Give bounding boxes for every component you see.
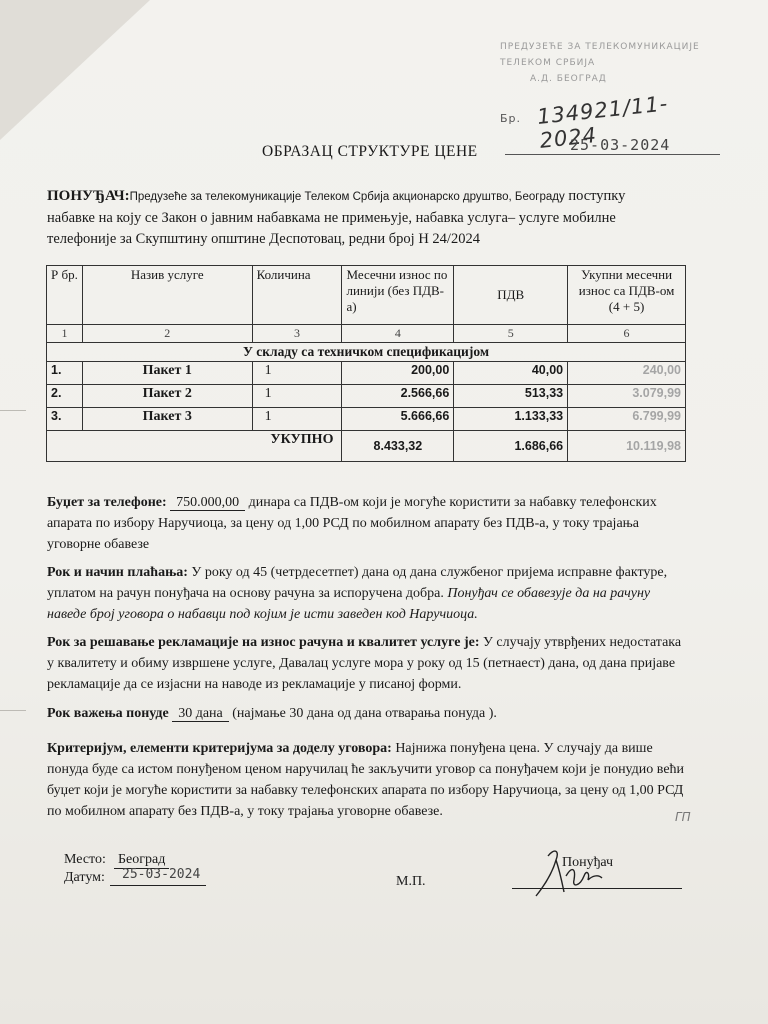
total-monthly: 8.433,32: [342, 431, 454, 462]
total-vat: 1.686,66: [454, 431, 568, 462]
complaints-text: У случају утврђених недостатака у квалитету и обиму извршене услуге, Давалац услуге мора у року од 15 (петнаест) дана, од дана пријаве рекламације да се изјасни на наводе из рекламације у писаној форми.: [47, 635, 682, 692]
bidder-text-1: поступку: [564, 188, 626, 204]
date-label: Датум:: [64, 870, 105, 885]
column-number: 3: [252, 325, 342, 343]
table-column-numbers: [47, 325, 686, 343]
validity-text: (најмање 30 дана од дана отварања понуда ).: [228, 706, 497, 721]
header-quantity: Количина: [252, 266, 342, 325]
place-value: Београд: [114, 852, 169, 869]
total-total: 10.119,98: [568, 431, 686, 462]
table-row: [47, 362, 686, 385]
table-spec-row: [47, 343, 686, 362]
row-no: 3.: [47, 408, 83, 431]
budget-text-2: набавку телефонских апарата по избору Наручиоца, за цену од 1,00 РСД по мобилном апарату без ПДВ-а, у току трајања уговорне обавезе: [47, 495, 657, 552]
payment-note: Понуђач се обавезује да на рачуну наведе број уговора о набавци под којим је исти заведен код Наручиоца.: [47, 586, 651, 622]
seal-label: М.П.: [396, 874, 426, 889]
signature-block: [64, 852, 704, 912]
header-total: Укупни месечни износ са ПДВ-ом (4 + 5): [568, 266, 686, 325]
payment-paragraph: [47, 562, 687, 625]
margin-mark: [0, 410, 26, 411]
row-no: 1.: [47, 362, 83, 385]
payment-text: У року од 45 (четрдесетпет) дана од дана службеног пријема исправне фактуре, уплатом на рачун понуђача на основу рачуна за испоручена добра.: [47, 565, 668, 601]
date-underline: [110, 885, 206, 886]
validity-label: Рок важења понуде: [47, 706, 169, 721]
stamp-prefix: Бр.: [500, 112, 522, 125]
criteria-paragraph: [47, 738, 687, 822]
budget-paragraph: [47, 492, 687, 555]
bidder-name: Предузеће за телекомуникације Телеком Србија акционарско друштво, Београду: [129, 191, 565, 203]
header-vat: ПДВ: [454, 266, 568, 325]
date-value: 25-03-2024: [122, 867, 201, 882]
complaints-label: Рок за решавање рекламације на износ рачуна и квалитет услуге је:: [47, 635, 480, 650]
folded-corner: [0, 0, 150, 140]
row-vat: 1.133,33: [454, 408, 568, 431]
price-structure-table: [46, 265, 686, 462]
row-vat: 40,00: [454, 362, 568, 385]
row-quantity: 1: [252, 408, 342, 431]
bidder-sign-label: Понуђач: [562, 855, 614, 870]
column-number: 1: [47, 325, 83, 343]
criteria-label: Критеријум, елементи критеријума за доделу уговора:: [47, 741, 392, 756]
column-number: 6: [568, 325, 686, 343]
total-label: УКУПНО: [47, 431, 342, 462]
budget-text-1: динара са ПДВ-ом који је могуће користити за: [245, 495, 526, 510]
row-vat: 513,33: [454, 385, 568, 408]
handwritten-signature: [526, 846, 606, 902]
validity-paragraph: [47, 703, 687, 724]
row-quantity: 1: [252, 362, 342, 385]
header-service: Назив услуге: [82, 266, 252, 325]
validity-value: 30 дана: [172, 706, 229, 722]
header-no: Р бр.: [47, 266, 83, 325]
stamp-line-2: ТЕЛЕКОМ СРБИЈА: [500, 58, 596, 68]
row-no: 2.: [47, 385, 83, 408]
complaints-paragraph: [47, 632, 687, 695]
place-label: Место:: [64, 852, 106, 867]
bidder-text-2: набавке на коју се Закон о јавним набавкама не примењује, набавка услуга– услуге мобилне телефоније за Скупштину општине Деспотовац, редни број Н 24/2024: [47, 210, 616, 247]
criteria-text: Најнижа понуђена цена. У случају да више понуда буде са истом понуђеном ценом наручилац ће закључити уговор са понуђачем који је понудио већи буџет који је могуће користити за набавку телефонских апарата по избору Наручиоца, за цену од 1,00 РСД по мобилном апарату без ПДВ-а, у току трајања уговорне обавезе.: [47, 741, 685, 819]
row-monthly: 2.566,66: [342, 385, 454, 408]
table-total-row: [47, 431, 686, 462]
row-service: Пакет 3: [82, 408, 252, 431]
payment-label: Рок и начин плаћања:: [47, 565, 188, 580]
row-total: 240,00: [568, 362, 686, 385]
registry-stamp: [500, 38, 710, 168]
stamp-underline: [505, 154, 720, 155]
bidder-paragraph: [47, 186, 687, 250]
row-monthly: 200,00: [342, 362, 454, 385]
column-number: 4: [342, 325, 454, 343]
budget-label: Буџет за телефоне:: [47, 495, 167, 510]
row-monthly: 5.666,66: [342, 408, 454, 431]
row-total: 6.799,99: [568, 408, 686, 431]
column-number: 2: [82, 325, 252, 343]
budget-amount: 750.000,00: [170, 495, 245, 511]
stamp-line-3: А.Д. БЕОГРАД: [530, 74, 607, 84]
column-number: 5: [454, 325, 568, 343]
table-row: [47, 408, 686, 431]
table-header-row: [47, 266, 686, 325]
table-row: [47, 385, 686, 408]
stamp-line-1: ПРЕДУЗЕЋЕ ЗА ТЕЛЕКОМУНИКАЦИЈЕ: [500, 42, 700, 52]
row-quantity: 1: [252, 385, 342, 408]
row-total: 3.079,99: [568, 385, 686, 408]
header-monthly: Месечни износ по линији (без ПДВ-а): [342, 266, 454, 325]
stamp-date: 25-03-2024: [570, 136, 671, 154]
row-service: Пакет 1: [82, 362, 252, 385]
page-title: ОБРАЗАЦ СТРУКТУРЕ ЦЕНЕ: [262, 143, 478, 160]
row-service: Пакет 2: [82, 385, 252, 408]
bidder-label: ПОНУЂАЧ:: [47, 188, 130, 204]
margin-mark: [0, 710, 26, 711]
spec-note: У складу са техничком спецификацијом: [47, 343, 686, 362]
stamp-registry-number: 134921/11-2024: [535, 91, 670, 153]
page-initials: ГП: [675, 810, 691, 824]
